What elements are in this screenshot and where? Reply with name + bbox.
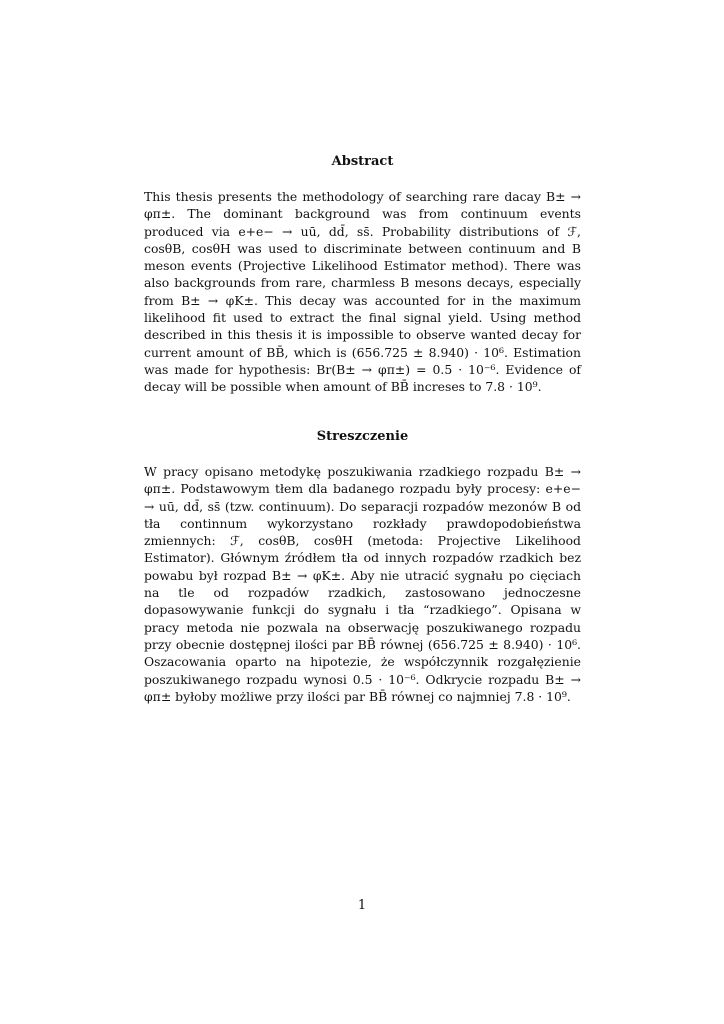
abstract-section [144,153,581,396]
abstract-paragraph: This thesis presents the methodology of searching rare dacay B± → φπ±. The dominant background was from continuum events produced via e+e− → uū, dd̄, ss̄. Probability distributions of ℱ, cosθB, cosθH was used to discriminate between continuum and B meson events (Projective Likelihood Estimator method). There was also backgrounds from rare, charmless B mesons decays, especially from B± → φK±. This decay was accounted for in the maximum likelihood fit used to extract the final signal yield. Using method described in this thesis it is impossible to observe wanted decay for current amount of BB̄, which is (656.725 ± 8.940) · 10⁶. Estimation was made for hypothesis: Br(B± → φπ±) = 0.5 · 10⁻⁶. Evidence of decay will be possible when amount of BB̄ increses to 7.8 · 10⁹. [144,189,581,395]
streszczenie-section [144,428,581,705]
page-number: 1 [357,898,367,913]
streszczenie-heading: Streszczenie [316,429,409,444]
streszczenie-paragraph: W pracy opisano metodykę poszukiwania rzadkiego rozpadu B± → φπ±. Podstawowym tłem dla badanego rozpadu były procesy: e+e− → uū, dd̄, ss̄ (tzw. continuum). Do separacji rozpadów mezonów B od tła continnum wykorzystano rozkłady prawdopodobieństwa zmiennych: ℱ, cosθB, cosθH (metoda: Projective Likelihood Estimator). Głównym źródłem tła od innych rozpadów rzadkich bez powabu był rozpad B± → φK±. Aby nie utracić sygnału po cięciach na tle od rozpadów rzadkich, zastosowano jednoczesne dopasowywanie funkcji do sygnału i tła “rzadkiego”. Opisana w pracy metoda nie pozwala na obserwację poszukiwanego rozpadu przy obecnie dostępnej ilości par BB̄ równej (656.725 ± 8.940) · 10⁶. Oszacowania oparto na hipotezie, że współczynnik rozgałęzienie poszukiwanego rozpadu wynosi 0.5 · 10⁻⁶. Odkrycie rozpadu B± → φπ± byłoby możliwe przy ilości par BB̄ równej co najmniej 7.8 · 10⁹. [144,464,581,704]
abstract-heading: Abstract [331,154,394,169]
